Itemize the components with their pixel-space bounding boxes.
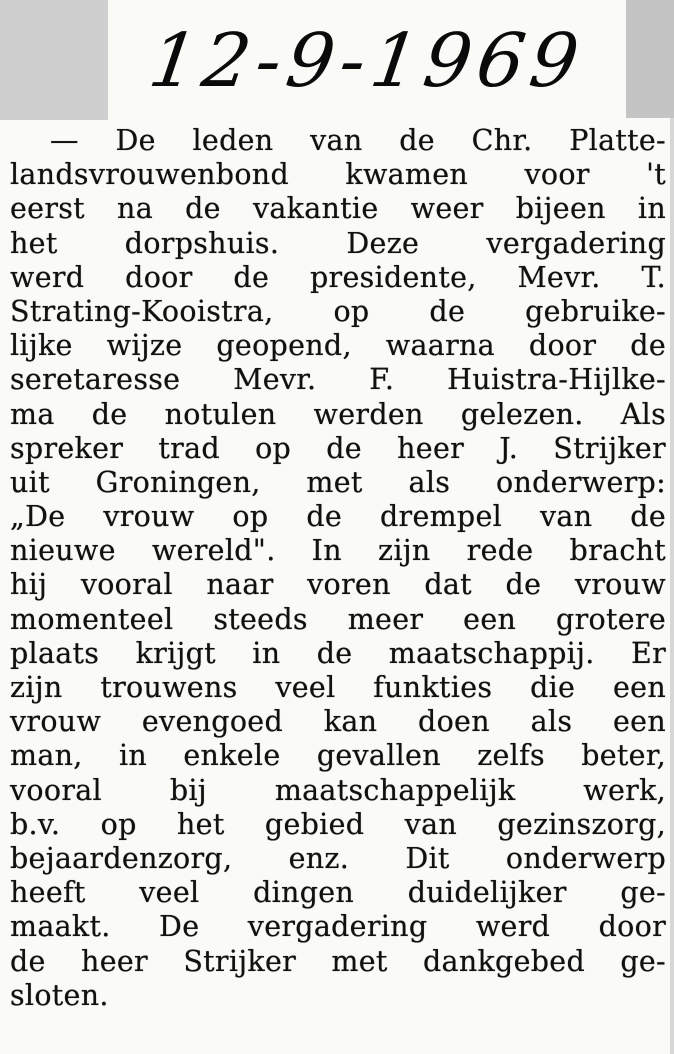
article-line: spreker trad op de heer J. Strijker [10, 431, 666, 465]
article-line: vrouw evengoed kan doen als een [10, 705, 666, 739]
article-line: lijke wijze geopend, waarna door de [10, 329, 666, 363]
article-line: Strating-Kooistra, op de gebruike- [10, 294, 666, 328]
article-line: b.v. op het gebied van gezinszorg, [10, 807, 666, 841]
article-line: momenteel steeds meer een grotere [10, 602, 666, 636]
article-line: de heer Strijker met dankgebed ge- [10, 944, 666, 978]
article-line: heeft veel dingen duidelijker ge- [10, 876, 666, 910]
article-line: man, in enkele gevallen zelfs beter, [10, 739, 666, 773]
article-line: — De leden van de Chr. Platte- [50, 124, 666, 157]
article-line: maakt. De vergadering werd door [10, 910, 666, 944]
article-line: „De vrouw op de drempel van de [10, 500, 666, 534]
article-line: seretaresse Mevr. F. Huistra-Hijlke- [10, 363, 666, 397]
article-line: ma de notulen werden gelezen. Als [10, 397, 666, 431]
article-line: hij vooral naar voren dat de vrouw [10, 568, 666, 602]
article-line: plaats krijgt in de maatschappij. Er [10, 636, 666, 670]
article-line: sloten. [10, 978, 109, 1012]
handwritten-date: 12-9-1969 [143, 18, 590, 104]
article-line: landsvrouwenbond kwamen voor 't [10, 158, 666, 192]
scan-background-edge [670, 118, 674, 1054]
scan-background-corner-left [0, 0, 108, 120]
article-line: werd door de presidente, Mevr. T. [10, 260, 666, 294]
article-line: bejaardenzorg, enz. Dit onderwerp [10, 841, 666, 875]
article-line: eerst na de vakantie weer bijeen in [10, 192, 666, 226]
article-line: vooral bij maatschappelijk werk, [10, 773, 666, 807]
scan-background-corner-right [626, 0, 674, 118]
article-line: uit Groningen, met als onderwerp: [10, 465, 666, 499]
article-line: nieuwe wereld". In zijn rede bracht [10, 534, 666, 568]
article-line: het dorpshuis. Deze vergadering [10, 226, 666, 260]
article-body [10, 124, 666, 1013]
article-line: zijn trouwens veel funkties die een [10, 671, 666, 704]
